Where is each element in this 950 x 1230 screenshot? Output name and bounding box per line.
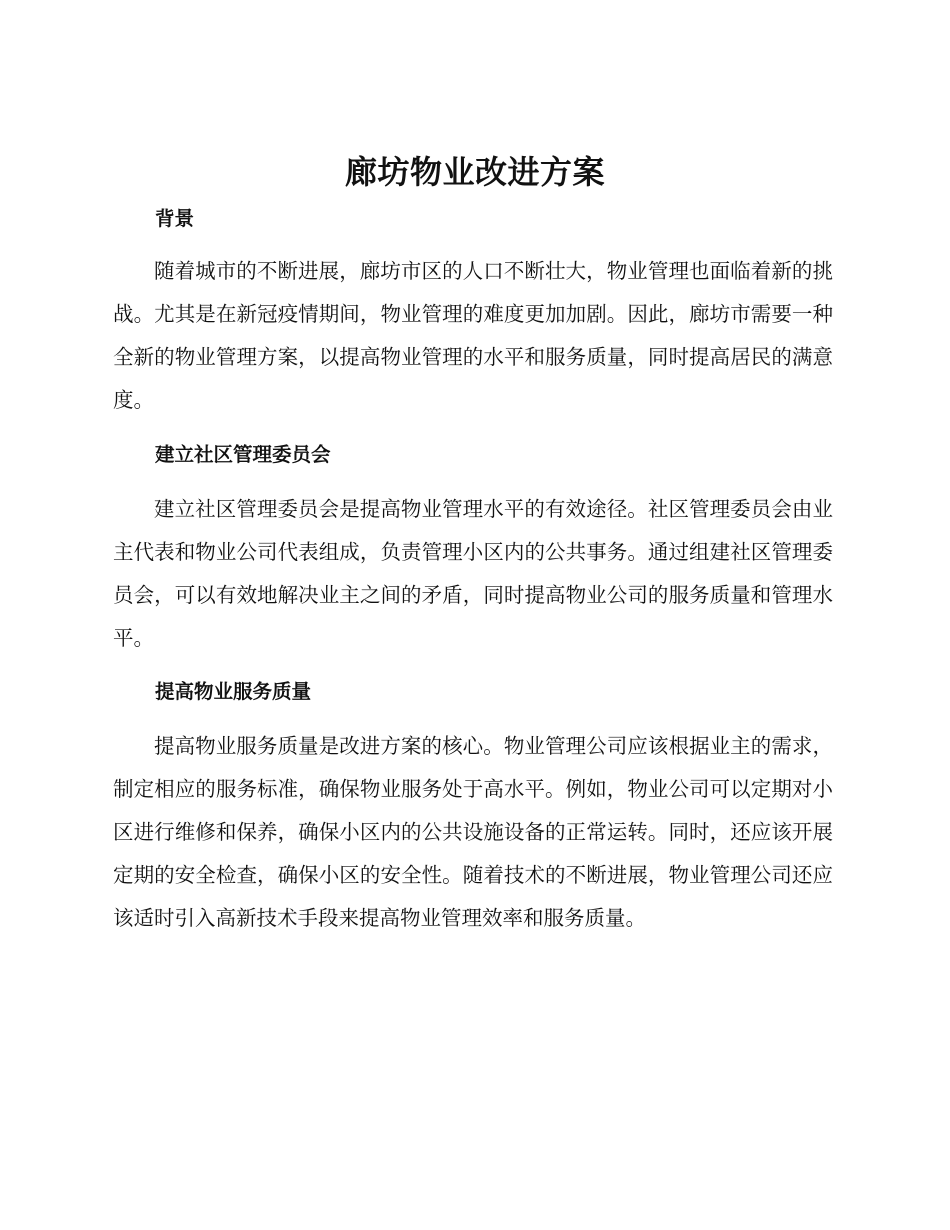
section-body-community-committee: 建立社区管理委员会是提高物业管理水平的有效途径。社区管理委员会由业主代表和物业公司代表组成，负责管理小区内的公共事务。通过组建社区管理委员会，可以有效地解决业主之间的矛盾，同时提高物业公司的服务质量和管理水平。	[113, 497, 833, 650]
section-heading-service-quality: 提高物业服务质量	[155, 680, 312, 703]
section-body-background: 随着城市的不断进展，廊坊市区的人口不断壮大，物业管理也面临着新的挑战。尤其是在新冠疫情期间，物业管理的难度更加加剧。因此，廊坊市需要一种全新的物业管理方案，以提高物业管理的水平和服务质量，同时提高居民的满意度。	[113, 259, 833, 412]
section-heading-background: 背景	[155, 207, 195, 230]
section-body-service-quality: 提高物业服务质量是改进方案的核心。物业管理公司应该根据业主的需求，制定相应的服务标准，确保物业服务处于高水平。例如，物业公司可以定期对小区进行维修和保养，确保小区内的公共设施设备的正常运转。同时，还应该开展定期的安全检查，确保小区的安全性。随着技术的不断进展，物业管理公司还应该适时引入高新技术手段来提高物业管理效率和服务质量。	[113, 734, 833, 930]
document-title: 廊坊物业改进方案	[344, 153, 605, 191]
section-heading-community-committee: 建立社区管理委员会	[155, 443, 331, 466]
